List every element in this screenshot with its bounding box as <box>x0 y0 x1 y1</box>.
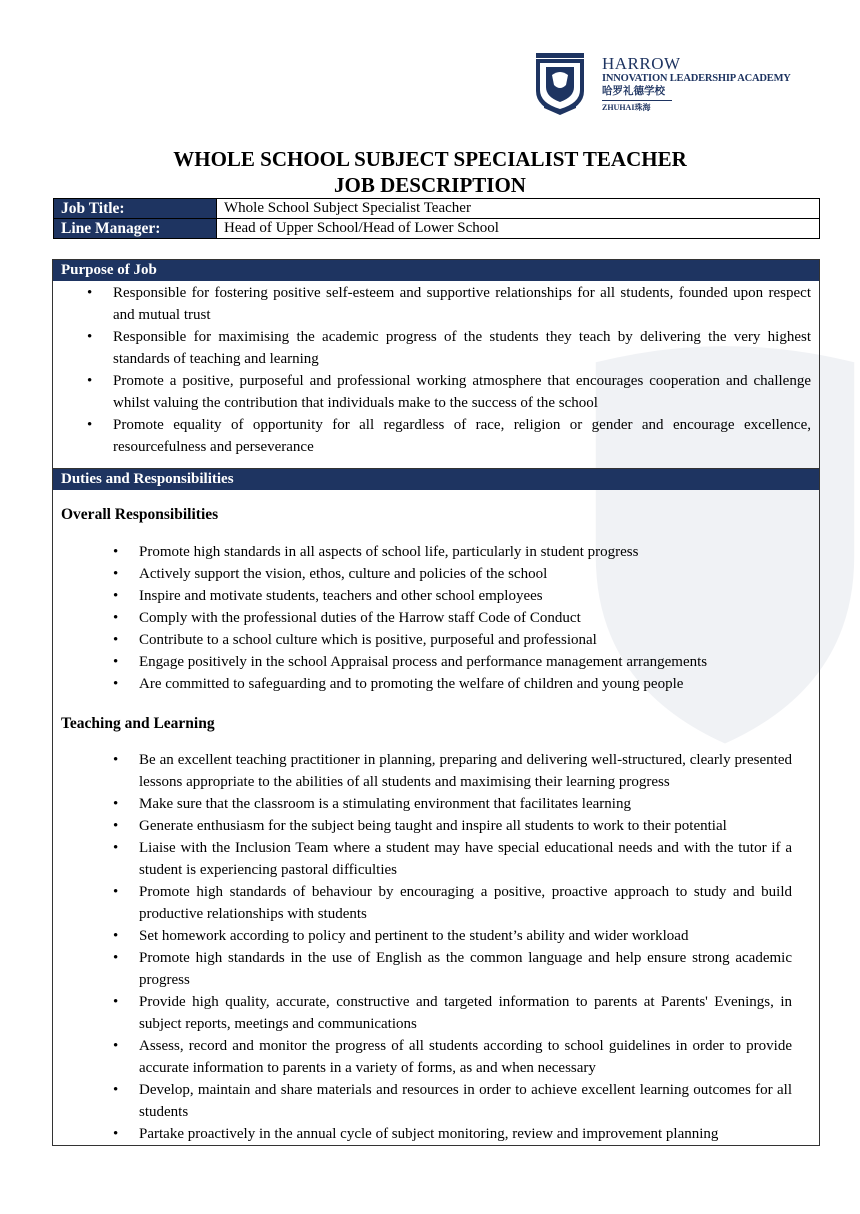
list-item: • Promote equality of opportunity for all regardless of race, religion or gender and encourage excellence, resourcefulness and perseverance <box>113 414 811 458</box>
list-item: • Be an excellent teaching practitioner in planning, preparing and delivering well-structured, clearly presented lessons appropriate to the abilities of all students and maximising their learning progress <box>139 749 792 793</box>
purpose-header: Purpose of Job <box>53 260 819 281</box>
list-item: • Generate enthusiasm for the subject being taught and inspire all students to work to their potential <box>139 815 792 837</box>
list-item: • Promote high standards in all aspects of school life, particularly in student progress <box>139 541 792 563</box>
list-item: • Liaise with the Inclusion Team where a student may have special educational needs and with the tutor if a student is experiencing pastoral difficulties <box>139 837 792 881</box>
list-item: • Promote high standards of behaviour by encouraging a positive, proactive approach to study and build productive relationships with students <box>139 881 792 925</box>
list-item: • Provide high quality, accurate, constructive and targeted information to parents at Parents' Evenings, in subject reports, meetings and communications <box>139 991 792 1035</box>
list-item: • Set homework according to policy and pertinent to the student’s ability and wider workload <box>139 925 792 947</box>
logo-name: HARROW <box>602 54 681 73</box>
list-item: • Actively support the vision, ethos, culture and policies of the school <box>139 563 792 585</box>
purpose-list <box>113 281 811 458</box>
logo-divider <box>602 100 672 101</box>
list-item: • Partake proactively in the annual cycle of subject monitoring, review and improvement planning <box>139 1123 792 1145</box>
list-item: • Responsible for fostering positive self-esteem and supportive relationships for all students, founded upon respect and mutual trust <box>113 282 811 326</box>
list-item: • Develop, maintain and share materials and resources in order to achieve excellent learning outcomes for all students <box>139 1079 792 1123</box>
list-item: • Engage positively in the school Appraisal process and performance management arrangements <box>139 651 792 673</box>
teaching-list <box>139 749 792 1145</box>
list-item: • Responsible for maximising the academic progress of the students they teach by delivering the very highest standards of teaching and learning <box>113 326 811 370</box>
job-title-value: Whole School Subject Specialist Teacher <box>217 199 820 219</box>
list-item: • Promote a positive, purposeful and professional working atmosphere that encourages cooperation and challenge whilst valuing the contribution that individuals make to the success of the school <box>113 370 811 414</box>
list-item: • Are committed to safeguarding and to promoting the welfare of children and young people <box>139 673 792 695</box>
overall-heading: Overall Responsibilities <box>61 506 219 523</box>
duties-section <box>52 468 820 1146</box>
harrow-lion-crest-icon <box>532 51 588 115</box>
list-item: • Assess, record and monitor the progress of all students according to school guidelines in order to provide accurate information to parents in a variety of forms, as and when necessary <box>139 1035 792 1079</box>
job-title-label: Job Title: <box>54 199 217 219</box>
list-item: • Make sure that the classroom is a stimulating environment that facilitates learning <box>139 793 792 815</box>
logo-location: ZHUHAI珠海 <box>602 103 651 112</box>
logo-chinese-name: 哈罗礼德学校 <box>602 86 665 97</box>
document-subtitle: JOB DESCRIPTION <box>334 173 526 197</box>
job-info-table <box>53 198 820 239</box>
list-item: • Inspire and motivate students, teachers and other school employees <box>139 585 792 607</box>
teaching-heading: Teaching and Learning <box>61 715 215 732</box>
duties-header: Duties and Responsibilities <box>53 469 819 490</box>
line-manager-value: Head of Upper School/Head of Lower School <box>217 219 820 239</box>
purpose-section <box>52 259 820 469</box>
list-item: • Comply with the professional duties of the Harrow staff Code of Conduct <box>139 607 792 629</box>
overall-list <box>139 541 792 695</box>
school-logo <box>532 51 832 121</box>
logo-subtitle: INNOVATION LEADERSHIP ACADEMY <box>602 73 791 84</box>
line-manager-label: Line Manager: <box>54 219 217 239</box>
list-item: • Promote high standards in the use of English as the common language and help ensure strong academic progress <box>139 947 792 991</box>
table-row <box>54 199 820 219</box>
document-title: WHOLE SCHOOL SUBJECT SPECIALIST TEACHER <box>173 147 687 171</box>
table-row <box>54 219 820 239</box>
list-item: • Contribute to a school culture which is positive, purposeful and professional <box>139 629 792 651</box>
